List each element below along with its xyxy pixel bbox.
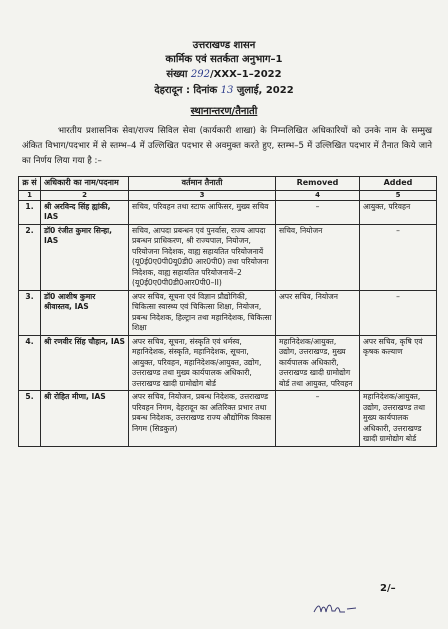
- handwritten-signature: [312, 600, 362, 616]
- header-added: Added: [360, 177, 437, 191]
- row-removed-text: –: [315, 392, 320, 401]
- order-number-suffix: /XXX–1–2022: [210, 69, 282, 80]
- table-row: [19, 200, 437, 224]
- subject-heading: स्थानान्तरण/तैनाती: [190, 106, 258, 117]
- row-current: सचिव, आपदा प्रबन्धन एवं पुनर्वास, राज्य आपदा प्रबन्धन प्राधिकरण, श्री राज्यपाल, नियोजन, परियोजना निदेशक, वाह्य सहायतित परियोजनायें (यू0ई0ए0पी0यू0डी0 आर0पी0) तथा परियोजना निदेशक, वाह्य सहायतित परियोजनायें–2 (यू0ई0ए0पी0डी0आर0पी0–II): [129, 224, 276, 290]
- header-sn: क्र सं: [19, 177, 41, 191]
- column-number: 2: [41, 190, 129, 200]
- table-row: [19, 290, 437, 335]
- row-added: अपर सचिव, कृषि एवं कृषक कल्याण: [360, 335, 437, 391]
- order-number: [0, 66, 448, 80]
- row-added: महानिदेशक/आयुक्त, उद्योग, उत्तराखण्ड तथा मुख्य कार्यपालक अधिकारी, उत्तराखण्ड खादी ग्रामोद्योग बोर्ड: [360, 391, 437, 447]
- header-removed: Removed: [276, 177, 360, 191]
- row-added: आयुक्त, परिवहन: [360, 200, 437, 224]
- row-officer: श्री रणवीर सिंह चौहान, IAS: [41, 335, 129, 391]
- table-row: [19, 335, 437, 391]
- order-date-prefix: देहरादून : दिनांक: [154, 85, 218, 96]
- row-current: अपर सचिव, नियोजन, प्रबन्ध निदेशक, उत्तराखण्ड परिवहन निगम, देहरादून का अतिरिक्त प्रभार तथा प्रबन्ध निदेशक, उत्तराखण्ड राज्य औद्योगिक विकास निगम (सिडकुल): [129, 391, 276, 447]
- order-number-handwritten: 292: [190, 69, 210, 80]
- column-number-row: [19, 190, 437, 200]
- row-sn: 1.: [19, 200, 41, 224]
- row-current: अपर सचिव, सूचना एवं विज्ञान प्रौद्योगिकी, चिकित्सा स्वास्थ्य एवं चिकित्सा शिक्षा, नियोजन, प्रबन्ध निदेशक, हिल्ट्रान तथा महानिदेशक, चिकित्सा शिक्षा: [129, 290, 276, 335]
- header-officer: अधिकारी का नाम/पदनाम: [41, 177, 129, 191]
- row-removed: महानिदेशक/आयुक्त, उद्योग, उत्तराखण्ड, मुख्य कार्यपालक अधिकारी, उत्तराखण्ड खादी ग्रामोद्योग बोर्ड तथा आयुक्त, परिवहन: [276, 335, 360, 391]
- row-officer: श्री अरविन्द सिंह ह्यांकी, IAS: [41, 200, 129, 224]
- row-removed-text: –: [315, 201, 320, 211]
- row-added-text: –: [396, 225, 400, 235]
- row-current: अपर सचिव, सूचना, संस्कृति एवं धर्मस्व, महानिदेशक, संस्कृति, महानिदेशक, सूचना, आयुक्त, परिवहन, महानिदेशक/आयुक्त, उद्योग, उत्तराखण्ड तथा मुख्य कार्यपालक अधिकारी, उत्तराखण्ड खादी ग्रामोद्योग बोर्ड: [129, 335, 276, 391]
- table-row: [19, 224, 437, 290]
- column-number: 3: [129, 190, 276, 200]
- table-row: [19, 391, 437, 447]
- row-removed: [276, 391, 360, 447]
- column-number: 1: [19, 190, 41, 200]
- row-added-text: –: [396, 291, 400, 301]
- transfer-table: [18, 176, 437, 447]
- order-date-handwritten: 13: [220, 85, 234, 96]
- row-added: [360, 290, 437, 335]
- row-sn: 3.: [19, 290, 41, 335]
- page-indicator: 2/–: [380, 583, 396, 594]
- row-removed: [276, 200, 360, 224]
- issuing-government: उत्तराखण्ड शासन: [192, 40, 256, 51]
- header-current: वर्तमान तैनाती: [129, 177, 276, 191]
- row-sn: 2.: [19, 224, 41, 290]
- table-header-row: [19, 177, 437, 191]
- column-number: 5: [360, 190, 437, 200]
- row-sn: 5.: [19, 391, 41, 447]
- row-officer: डॉ0 रंजीत कुमार सिन्हा, IAS: [41, 224, 129, 290]
- row-removed: सचिव, नियोजन: [276, 224, 360, 290]
- row-removed: अपर सचिव, नियोजन: [276, 290, 360, 335]
- row-sn: 4.: [19, 335, 41, 391]
- order-date: [0, 82, 448, 96]
- row-current: सचिव, परिवहन तथा स्टाफ आफिसर, मुख्य सचिव: [129, 200, 276, 224]
- column-number: 4: [276, 190, 360, 200]
- issuing-department: कार्मिक एवं सतर्कता अनुभाग–1: [165, 54, 283, 65]
- row-officer: डॉ0 आशीष कुमार श्रीवास्तव, IAS: [41, 290, 129, 335]
- row-officer: श्री रोहित मीणा, IAS: [41, 391, 129, 447]
- row-added: [360, 224, 437, 290]
- order-date-suffix: जुलाई, 2022: [236, 85, 294, 96]
- order-number-prefix: संख्या: [166, 69, 188, 80]
- order-paragraph: भारतीय प्रशासनिक सेवा/राज्य सिविल सेवा (कार्यकारी शाखा) के निम्नलिखित अधिकारियों को उनके नाम के सम्मुख अंकित विभाग/पदभार में से स्तम्भ–4 में उल्लिखित पदभार से अवमुक्त करते हुए, स्तम्भ–5 में उल्लिखित पदभार में तैनात किये जाने का निर्णय लिया गया है :–: [22, 126, 432, 166]
